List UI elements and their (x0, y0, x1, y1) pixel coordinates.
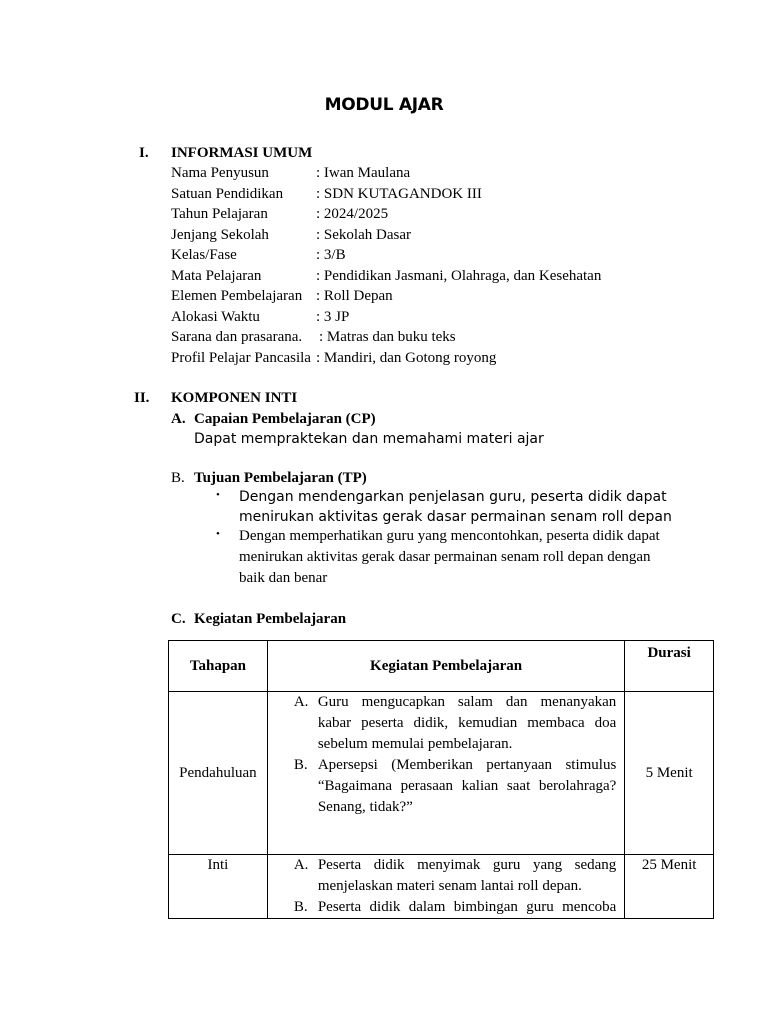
durasi-cell: 25 Menit (625, 855, 714, 919)
info-value: : SDN KUTAGANDOK III (316, 186, 482, 202)
tp-item-2-line-2: menirukan aktivitas gerak dasar permainan senam roll depan dengan (239, 549, 651, 565)
durasi-cell: 5 Menit (625, 692, 714, 855)
info-value: : Mandiri, dan Gotong royong (316, 350, 497, 366)
section-2-title: KOMPONEN INTI (171, 390, 298, 406)
info-label: Jenjang Sekolah (171, 227, 269, 243)
kegiatan-cell (267, 692, 624, 855)
info-label: Elemen Pembelajaran (171, 288, 303, 304)
document-title: MODUL AJAR (324, 95, 444, 115)
info-label: Profil Pelajar Pancasila (171, 350, 311, 366)
bullet-icon: • (216, 489, 220, 501)
tahapan-cell: Inti (169, 855, 268, 919)
info-value: : Iwan Maulana (316, 165, 411, 181)
header-durasi: Durasi (625, 641, 714, 692)
item-marker: A. (293, 694, 309, 710)
table-row (169, 855, 714, 919)
cp-heading (171, 411, 186, 428)
tp-title-text: Tujuan Pembelajaran (TP) (194, 470, 367, 486)
info-label: Alokasi Waktu (171, 309, 260, 325)
info-value: : 2024/2025 (316, 206, 389, 222)
header-kegiatan: Kegiatan Pembelajaran (267, 641, 624, 692)
info-label: Kelas/Fase (171, 247, 237, 263)
table-row (169, 692, 714, 855)
item-text: Peserta didik menyimak guru yang sedang menjelaskan materi senam lantai roll depan. (317, 857, 617, 894)
kegiatan-marker-text: C. (171, 611, 186, 627)
tp-title (194, 470, 367, 487)
item-marker: B. (293, 757, 308, 773)
item-marker: B. (293, 899, 308, 915)
tp-marker: B. (171, 470, 185, 486)
cp-title-text: Capaian Pembelajaran (CP) (194, 411, 376, 427)
section-1-number: I. (139, 145, 149, 161)
section-1-title: INFORMASI UMUM (171, 145, 313, 161)
cp-title (194, 411, 376, 428)
info-label: Sarana dan prasarana. (171, 329, 303, 345)
info-value: : Matras dan buku teks (319, 329, 456, 345)
info-value: : 3 JP (316, 309, 350, 325)
bullet-icon: • (216, 528, 220, 540)
activity-list (268, 855, 624, 918)
info-label: Tahun Pelajaran (171, 206, 268, 222)
kegiatan-table (168, 640, 714, 919)
info-label: Nama Penyusun (171, 165, 269, 181)
tp-item-1-line-2: menirukan aktivitas gerak dasar permainan senam roll depan (239, 509, 672, 525)
tahapan-cell: Pendahuluan (169, 692, 268, 855)
kegiatan-cell (267, 855, 624, 919)
info-value: : Pendidikan Jasmani, Olahraga, dan Kesehatan (316, 268, 602, 284)
info-value: : 3/B (316, 247, 346, 263)
item-text: Peserta didik dalam bimbingan guru mencoba (317, 899, 617, 915)
list-item (294, 692, 616, 755)
header-tahapan: Tahapan (169, 641, 268, 692)
list-item (294, 897, 616, 918)
tp-item-2-line-1: Dengan memperhatikan guru yang mencontohkan, peserta didik dapat (239, 528, 660, 544)
item-marker: A. (293, 857, 309, 873)
activity-list (268, 692, 624, 818)
tp-item-1-line-1: Dengan mendengarkan penjelasan guru, peserta didik dapat (239, 489, 667, 505)
info-label: Satuan Pendidikan (171, 186, 284, 202)
item-text: Guru mengucapkan salam dan menanyakan kabar peserta didik, kemudian membaca doa sebelum memulai pembelajaran. (317, 694, 617, 752)
info-value: : Roll Depan (316, 288, 393, 304)
list-item (294, 855, 616, 897)
kegiatan-title-text: Kegiatan Pembelajaran (194, 611, 347, 627)
info-label: Mata Pelajaran (171, 268, 262, 284)
tp-item-2-line-3: baik dan benar (239, 570, 328, 586)
item-text: Apersepsi (Memberikan pertanyaan stimulus “Bagaimana perasaan kalian saat berolahraga? Senang, tidak?” (317, 757, 617, 815)
list-item (294, 755, 616, 818)
cp-marker: A. (171, 411, 186, 427)
section-2-number: II. (134, 390, 150, 406)
cp-text: Dapat mempraktekan dan memahami materi ajar (194, 431, 544, 447)
kegiatan-title (194, 611, 346, 628)
kegiatan-marker (171, 611, 186, 628)
info-value: : Sekolah Dasar (316, 227, 411, 243)
table-header-row (169, 641, 714, 692)
